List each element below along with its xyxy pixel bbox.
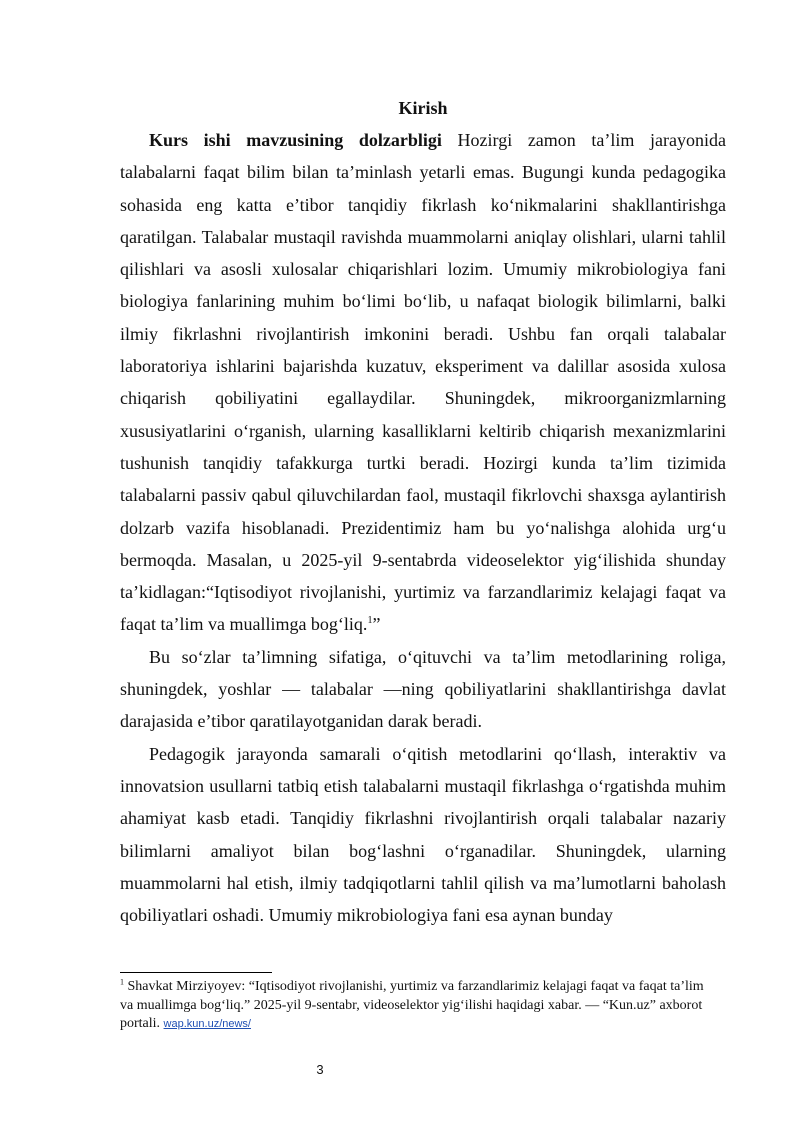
page-number: 3 bbox=[316, 1062, 324, 1077]
footnote-reference[interactable]: 1 bbox=[367, 615, 373, 627]
paragraph-1-tail: ” bbox=[372, 614, 381, 635]
paragraph-lead: Kurs ishi mavzusining dolzarbligi bbox=[149, 130, 442, 150]
section-heading: Kirish bbox=[398, 98, 448, 118]
paragraph-1 bbox=[120, 124, 726, 641]
footnote-number: 1 bbox=[120, 977, 124, 987]
paragraph-1-text: Hozirgi zamon ta’lim jarayonida talabalarni faqat bilim bilan ta’minlash yetarli emas. Bugungi kunda pedagogika sohasida eng katta e’tibor tanqidiy fikrlash ko‘nikmalarini shakllantirishga qaratilgan. Talabalar mustaqil ravishda muammolarni aniqlay olishlari, ularni tahlil qilishlari va asosli xulosalar chiqarishlari lozim. Umumiy mikrobiologiya fani biologiya fanlarining muhim bo‘limi bo‘lib, u nafaqat biologik bilimlarni, balki ilmiy fikrlashni rivojlantirish imkonini beradi. Ushbu fan orqali talabalar laboratoriya ishlarini bajarishda kuzatuv, eksperiment va dalillar asosida xulosa chiqarish qobiliyatini egallaydilar. Shuningdek, mikroorganizmlarning xususiyatlarini o‘rganish, ularning kasalliklarni keltirib chiqarish mexanizmlarini tushunish tanqidiy tafakkurga turtki beradi. Hozirgi kunda ta’lim tizimida talabalarni passiv qabul qiluvchilardan faol, mustaqil fikrlovchi shaxsga aylantirish dolzarb vazifa hisoblanadi. Prezidentimiz ham bu yo‘nalishga alohida urg‘u bermoqda. Masalan, u 2025-yil 9-sentabrda videoselektor yig‘ilishida shunday ta’kidlagan:“Iqtisodiyot rivojlanishi, yurtimiz va farzandlarimiz kelajagi faqat va faqat ta’lim va muallimga bog‘liq. bbox=[120, 130, 726, 635]
paragraph-3: Pedagogik jarayonda samarali o‘qitish metodlarini qo‘llash, interaktiv va innovatsion usullarni tatbiq etish talabalarni mustaqil fikrlashga o‘rgatishda muhim ahamiyat kasb etadi. Tanqidiy fikrlashni rivojlantirish orqali talabalar nazariy bilimlarni amaliyot bilan bog‘lashni o‘rganadilar. Shuningdek, ularning muammolarni hal etish, ilmiy tadqiqotlarni tahlil qilish va ma’lumotlarni baholash qobiliyatlari oshadi. Umumiy mikrobiologiya fani esa aynan bunday bbox=[120, 743, 726, 926]
footnote-separator bbox=[120, 972, 272, 973]
document-body bbox=[120, 92, 726, 931]
paragraph-2: Bu so‘zlar ta’limning sifatiga, o‘qituvchi va ta’lim metodlarining roliga, shuningdek, yoshlar — talabalar —ning qobiliyatlarini shakllantirishga davlat darajasida e’tibor qaratilayotganidan darak beradi. bbox=[120, 646, 726, 732]
footnote bbox=[120, 978, 720, 1034]
footnote-link[interactable]: wap.kun.uz/news/ bbox=[163, 1018, 251, 1030]
footnote-text: Shavkat Mirziyoyev: “Iqtisodiyot rivojlanishi, yurtimiz va farzandlarimiz kelajagi faqat va faqat ta’lim va muallimga bog‘liq.” 2025-yil 9-sentabr, videoselektor yig‘ilishi haqidagi xabar. — “Kun.uz” axborot portali. bbox=[120, 979, 704, 1031]
